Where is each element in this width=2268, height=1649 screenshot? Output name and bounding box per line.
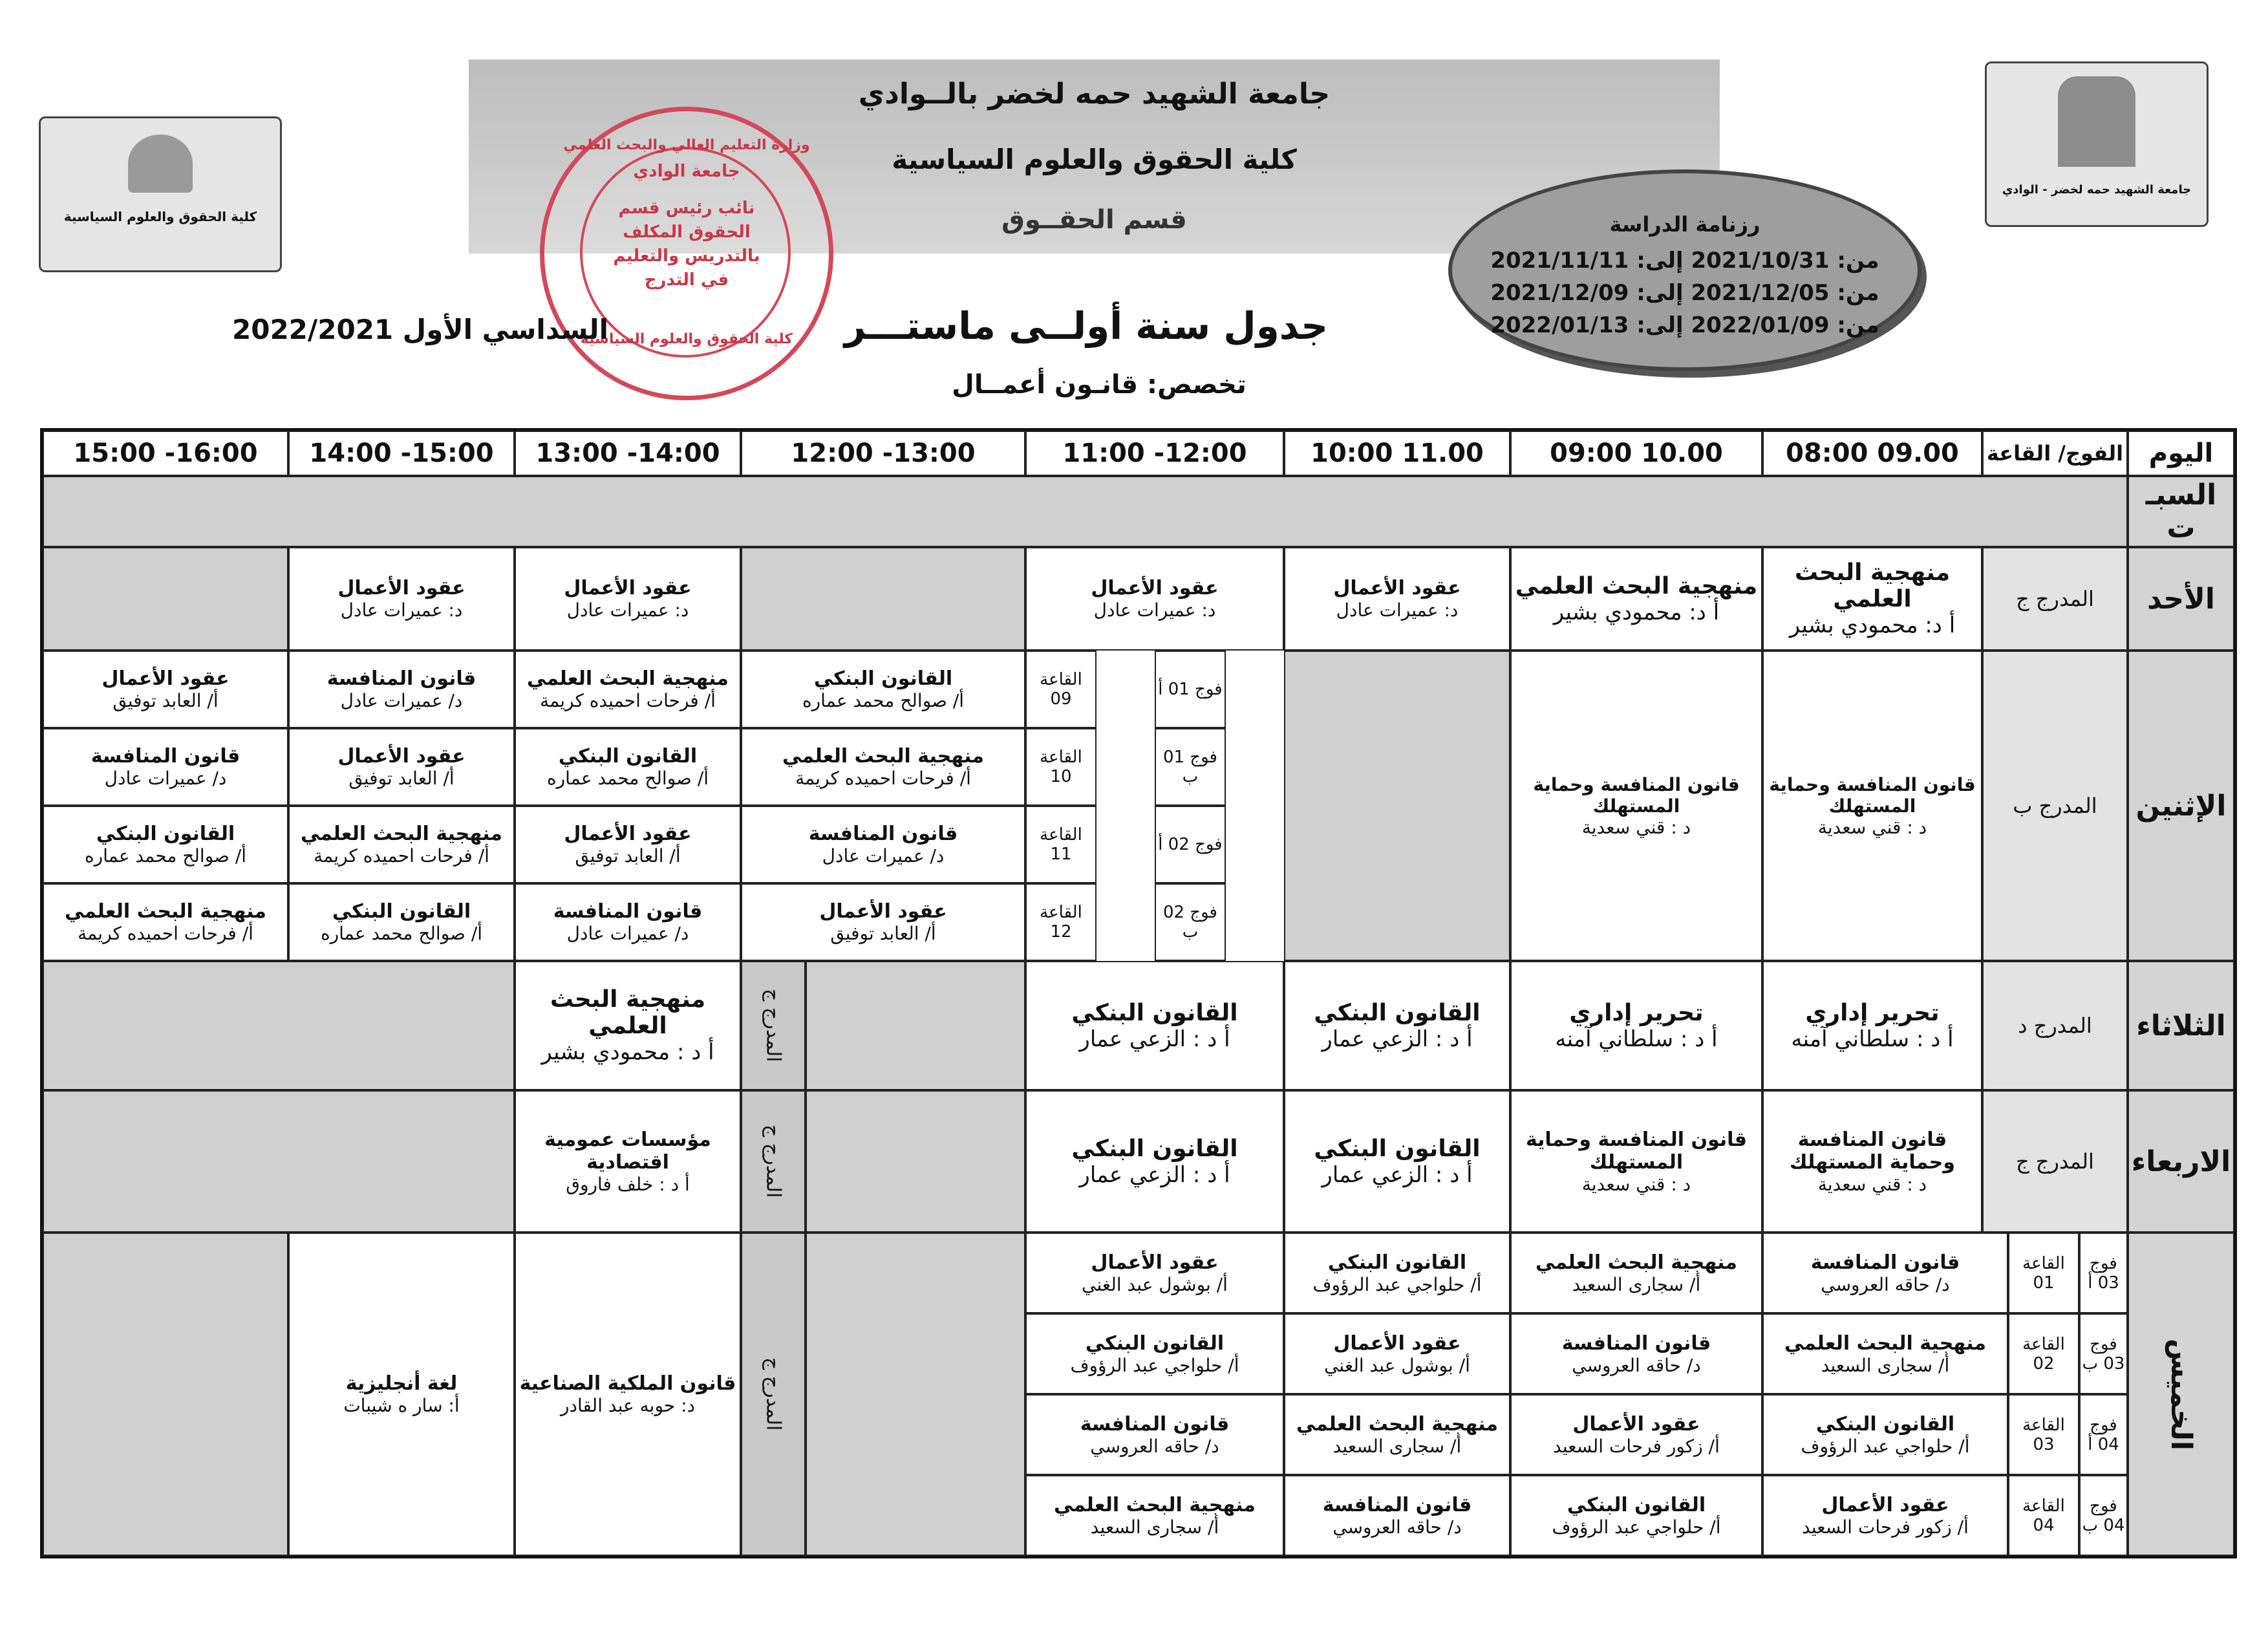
session-cell xyxy=(515,961,741,1090)
subject: قانون الملكية الصناعية xyxy=(519,1372,736,1395)
teacher: أ د: محمودي بشير xyxy=(1789,612,1956,638)
hall-cell: القاعة 11 xyxy=(1025,806,1097,883)
subject: القانون البنكي xyxy=(1071,999,1238,1026)
session-cell xyxy=(1284,1475,1510,1556)
session-cell xyxy=(1025,961,1284,1090)
teacher: أ/ فرحات احميده كريمة xyxy=(78,923,253,944)
session-cell xyxy=(1510,547,1762,651)
header-slot-8: 15:00 -16:00 xyxy=(43,431,288,476)
day-thursday: الخميس xyxy=(2128,1233,2234,1556)
subject: منهجية البحث العلمي xyxy=(1784,1331,1986,1355)
subject: القانون البنكي xyxy=(332,900,471,923)
subject: قانون المنافسة xyxy=(1322,1493,1472,1516)
subject: قانون المنافسة وحماية المستهلك xyxy=(1525,1128,1748,1174)
empty-cell xyxy=(806,1233,1025,1556)
session-cell xyxy=(515,806,741,883)
timetable xyxy=(40,428,2237,1558)
session-cell xyxy=(1284,1313,1510,1394)
official-stamp xyxy=(540,107,833,400)
teacher: د : قني سعدية xyxy=(1817,1173,1927,1195)
header-slot-1: 08:00 09.00 xyxy=(1762,431,1982,476)
session-cell xyxy=(1762,1475,2008,1556)
subject: قانون المنافسة xyxy=(1080,1412,1230,1436)
header-slot-2: 09:00 10.00 xyxy=(1510,431,1762,476)
teacher: أ د : الزعي عمار xyxy=(1079,1026,1230,1052)
subject: منهجية البحث العلمي xyxy=(1535,1251,1737,1274)
department-name: قسم الحقــوق xyxy=(1001,205,1187,235)
session-cell xyxy=(515,651,741,728)
subject: قانون المنافسة xyxy=(1561,1331,1711,1355)
teacher: أ/ صوالح محمد عماره xyxy=(320,923,483,944)
session-cell xyxy=(515,883,741,961)
empty-cell xyxy=(806,1090,1025,1233)
subject: تحرير إداري xyxy=(1569,999,1704,1026)
subject: القانون البنكي xyxy=(813,667,953,690)
session-cell xyxy=(515,728,741,806)
hall-cell: القاعة 12 xyxy=(1025,883,1097,961)
teacher: د: عميرات عادل xyxy=(1336,599,1459,621)
teacher: د/ حاقه العروسي xyxy=(1332,1516,1462,1538)
teacher: أ د : الزعي عمار xyxy=(1321,1026,1473,1052)
session-cell xyxy=(1762,651,1982,961)
session-cell xyxy=(1025,547,1284,651)
session-cell xyxy=(288,1233,515,1556)
empty-cell xyxy=(1284,651,1510,961)
session-cell xyxy=(1762,1313,2008,1394)
subject: عقود الأعمال xyxy=(1091,1251,1219,1274)
group-cell: فوج 03 ب xyxy=(2079,1313,2128,1394)
room-cell: المدرج ب xyxy=(1982,651,2128,961)
session-cell xyxy=(515,1090,741,1233)
empty-cell xyxy=(43,961,515,1090)
hall-cell: القاعة 04 xyxy=(2008,1475,2079,1556)
subject: قانون المنافسة xyxy=(326,667,476,690)
session-cell xyxy=(288,728,515,806)
university-logo xyxy=(1985,61,2209,227)
teacher: أ د : محمودي بشير xyxy=(541,1039,714,1065)
day-tuesday: الثلاثاء xyxy=(2128,961,2234,1090)
teacher: أ/ العابد توفيق xyxy=(575,845,681,867)
session-cell xyxy=(741,806,1025,883)
session-cell xyxy=(1025,1090,1284,1233)
session-cell xyxy=(1284,1233,1510,1313)
subject: القانون البنكي xyxy=(1815,1412,1955,1436)
subject: عقود الأعمال xyxy=(1333,1331,1461,1355)
semester: السداسي الأول 2022/2021 xyxy=(232,314,608,345)
group-cell: فوج 04 ب xyxy=(2079,1475,2128,1556)
group-cell: فوج 01 أ xyxy=(1155,651,1226,728)
hall-cell: القاعة 03 xyxy=(2008,1394,2079,1475)
header-slot-6: 13:00 -14:00 xyxy=(515,431,741,476)
teacher: أ/ العابد توفيق xyxy=(348,768,455,789)
session-cell xyxy=(1284,1090,1510,1233)
session-cell xyxy=(741,728,1025,806)
teacher: أ/ صوالح محمد عماره xyxy=(546,768,709,789)
header-slot-3: 10:00 11.00 xyxy=(1284,431,1510,476)
empty-cell xyxy=(43,547,288,651)
subject: القانون البنكي xyxy=(96,823,235,845)
teacher: أ/ حلواجي عبد الرؤوف xyxy=(1552,1516,1721,1538)
teacher: د: عميرات عادل xyxy=(340,599,463,621)
faculty-name: كلية الحقوق والعلوم السياسية xyxy=(892,144,1297,175)
day-saturday: السبـ ت xyxy=(2128,476,2234,547)
session-cell xyxy=(43,883,288,961)
teacher: أ/ سجارى السعيد xyxy=(1572,1273,1701,1295)
session-cell xyxy=(1284,961,1510,1090)
teacher: د/ عميرات عادل xyxy=(104,768,227,789)
day-wednesday: الاربعاء xyxy=(2128,1090,2234,1233)
room-cell: المدرج ج xyxy=(741,961,806,1090)
session-cell xyxy=(288,651,515,728)
teacher: أ د : سلطاني آمنه xyxy=(1555,1026,1718,1052)
session-cell xyxy=(288,547,515,651)
session-cell xyxy=(1510,1313,1762,1394)
session-cell xyxy=(515,1233,741,1556)
teacher: د/ حاقه العروسي xyxy=(1821,1273,1950,1295)
teacher: أ: سار ه شيبات xyxy=(343,1395,460,1416)
subject: القانون البنكي xyxy=(1327,1251,1467,1274)
session-cell xyxy=(1025,1394,1284,1475)
session-cell xyxy=(1510,1475,1762,1556)
teacher: د : قني سعدية xyxy=(1581,816,1691,838)
teacher: أ/ زكور فرحات السعيد xyxy=(1553,1435,1720,1457)
specialty: تخصص: قانـون أعمــال xyxy=(952,370,1246,400)
session-cell xyxy=(1510,1394,1762,1475)
faculty-logo xyxy=(39,116,282,272)
empty-cell xyxy=(806,961,1025,1090)
teacher: د/ عميرات عادل xyxy=(566,923,689,944)
building-icon xyxy=(2058,76,2135,167)
subject: منهجية البحث العلمي xyxy=(301,823,502,845)
subject: قانون المنافسة xyxy=(808,823,958,845)
university-name: جامعة الشهيد حمه لخضر بالــوادي xyxy=(858,78,1331,111)
scales-icon xyxy=(128,135,193,193)
stamp-line: كلية الحقوق والعلوم السياسية xyxy=(580,331,793,347)
header-slot-4: 11:00 -12:00 xyxy=(1025,431,1284,476)
header-slot-5: 12:00 -13:00 xyxy=(741,431,1025,476)
subject: عقود الأعمال xyxy=(1333,577,1461,599)
session-cell xyxy=(515,547,741,651)
teacher: أ/ حلواجي عبد الرؤوف xyxy=(1070,1354,1239,1376)
session-cell xyxy=(1762,547,1982,651)
session-cell xyxy=(1762,961,1982,1090)
subject: لغة أنجليزية xyxy=(345,1372,458,1395)
teacher: أ/ سجارى السعيد xyxy=(1332,1435,1462,1457)
subject: منهجية البحث العلمي xyxy=(1794,559,1951,612)
calendar-title: رزنامة الدراسة xyxy=(1609,212,1760,237)
session-cell xyxy=(1284,547,1510,651)
teacher: أ/ صوالح محمد عماره xyxy=(802,690,965,711)
session-cell xyxy=(288,883,515,961)
subject: قانون المنافسة xyxy=(91,745,241,768)
group-cell: فوج 03 أ xyxy=(2079,1233,2128,1313)
empty-cell xyxy=(741,547,1025,651)
session-cell xyxy=(1510,651,1762,961)
calendar-period: من: 2021/12/05 إلى: 2021/12/09 xyxy=(1490,280,1879,306)
day-sunday: الأحد xyxy=(2128,547,2234,651)
stamp-line: بالتدريس والتعليم xyxy=(613,246,760,266)
schedule-title: جدول سنة أولــى ماستـــر xyxy=(844,304,1329,348)
hall-cell: القاعة 01 xyxy=(2008,1233,2079,1313)
stamp-line: نائب رئيس قسم xyxy=(618,199,755,218)
teacher: أ/ سجارى السعيد xyxy=(1821,1354,1950,1376)
stamp-line: في التدرج xyxy=(644,270,729,290)
subject: منهجية البحث العلمي xyxy=(782,745,984,768)
subject: منهجية البحث العلمي xyxy=(1054,1493,1256,1516)
stamp-line: جامعة الوادي xyxy=(633,162,740,181)
teacher: أ/ العابد توفيق xyxy=(112,690,219,711)
teacher: أ د : خلف فاروق xyxy=(566,1173,690,1195)
subject: عقود الأعمال xyxy=(102,667,230,690)
teacher: أ/ فرحات احميده كريمة xyxy=(795,768,971,789)
teacher: أ د : الزعي عمار xyxy=(1079,1161,1230,1188)
session-cell xyxy=(741,651,1025,728)
subject: تحرير إداري xyxy=(1805,999,1940,1026)
session-cell xyxy=(1510,1233,1762,1313)
session-cell xyxy=(1762,1394,2008,1475)
room-cell: المدرج ج xyxy=(1982,547,2128,651)
subject: قانون المنافسة xyxy=(553,900,703,923)
session-cell xyxy=(43,651,288,728)
subject: عقود الأعمال xyxy=(564,577,692,599)
session-cell xyxy=(288,806,515,883)
day-monday: الإثنين xyxy=(2128,651,2234,961)
subject: منهجية البحث العلمي xyxy=(550,986,706,1039)
subject: مؤسسات عمومية اقتصادية xyxy=(544,1128,711,1174)
header-day: اليوم xyxy=(2128,431,2234,476)
teacher: د: عميرات عادل xyxy=(1093,599,1216,621)
teacher: د : قني سعدية xyxy=(1817,816,1927,838)
empty-cell xyxy=(43,476,2128,547)
session-cell xyxy=(1510,1090,1762,1233)
subject: القانون البنكي xyxy=(1314,999,1481,1026)
room-cell: المدرج ج xyxy=(1982,1090,2128,1233)
teacher: د/ عميرات عادل xyxy=(822,845,945,867)
hall-cell: القاعة 09 xyxy=(1025,651,1097,728)
subject: القانون البنكي xyxy=(1071,1135,1238,1162)
teacher: أ/ حلواجي عبد الرؤوف xyxy=(1312,1273,1482,1295)
header-group: الفوج/ القاعة xyxy=(1982,431,2128,476)
room-cell: المدرج ج xyxy=(741,1090,806,1233)
teacher: أ/ بوشول عبد الغني xyxy=(1082,1273,1228,1295)
teacher: أ/ حلواجي عبد الرؤوف xyxy=(1801,1435,1970,1457)
logo-left-text: كلية الحقوق والعلوم السياسية xyxy=(63,209,257,224)
teacher: أ د: محمودي بشير xyxy=(1553,599,1720,625)
session-cell xyxy=(741,883,1025,961)
subject: عقود الأعمال xyxy=(337,745,465,768)
teacher: أ د : الزعي عمار xyxy=(1321,1161,1473,1188)
room-cell: المدرج د xyxy=(1982,961,2128,1090)
hall-cell: القاعة 10 xyxy=(1025,728,1097,806)
session-cell xyxy=(1284,1394,1510,1475)
session-cell xyxy=(1762,1090,1982,1233)
logo-right-text: جامعة الشهيد حمه لخضر - الوادي xyxy=(2002,183,2192,197)
teacher: أ/ زكور فرحات السعيد xyxy=(1802,1516,1969,1538)
teacher: أ/ بوشول عبد الغني xyxy=(1324,1354,1470,1376)
subject: منهجية البحث العلمي xyxy=(527,667,729,690)
teacher: د/ عميرات عادل xyxy=(340,690,463,711)
session-cell xyxy=(1025,1475,1284,1556)
calendar-period: من: 2022/01/09 إلى: 2022/01/13 xyxy=(1490,312,1879,338)
session-cell xyxy=(1025,1313,1284,1394)
subject: عقود الأعمال xyxy=(819,900,947,923)
group-cell: فوج 04 أ xyxy=(2079,1394,2128,1475)
teacher: د : قني سعدية xyxy=(1581,1173,1691,1195)
room-cell: المدرج ج xyxy=(741,1233,806,1556)
teacher: أ/ سجارى السعيد xyxy=(1090,1516,1219,1538)
teacher: أ/ صوالح محمد عماره xyxy=(84,845,247,867)
teacher: أ د : سلطاني آمنه xyxy=(1791,1026,1954,1052)
subject: عقود الأعمال xyxy=(1821,1493,1949,1516)
session-cell xyxy=(43,728,288,806)
teacher: د/ حاقه العروسي xyxy=(1090,1435,1219,1457)
calendar-period: من: 2021/10/31 إلى: 2021/11/11 xyxy=(1490,248,1879,274)
subject: قانون المنافسة وحماية المستهلك xyxy=(1533,773,1740,817)
session-cell xyxy=(43,806,288,883)
subject: القانون البنكي xyxy=(1314,1135,1481,1162)
group-cell: فوج 01 ب xyxy=(1155,728,1226,806)
teacher: د: عميرات عادل xyxy=(566,599,689,621)
subject: عقود الأعمال xyxy=(337,577,465,599)
session-cell xyxy=(1510,961,1762,1090)
study-calendar xyxy=(1448,169,1921,371)
subject: قانون المنافسة وحماية المستهلك xyxy=(1769,773,1976,817)
header-slot-7: 14:00 -15:00 xyxy=(288,431,515,476)
subject: عقود الأعمال xyxy=(1572,1412,1700,1436)
subject: منهجية البحث العلمي xyxy=(1296,1412,1498,1436)
session-cell xyxy=(1762,1233,2008,1313)
subject: منهجية البحث العلمي xyxy=(1515,572,1758,599)
empty-cell xyxy=(43,1090,515,1233)
stamp-line: وزارة التعليم العالي والبحث العلمي xyxy=(563,137,810,153)
empty-cell xyxy=(43,1233,288,1556)
subject: عقود الأعمال xyxy=(564,823,692,845)
subject: قانون المنافسة وحماية المستهلك xyxy=(1790,1128,1955,1174)
teacher: أ/ فرحات احميده كريمة xyxy=(540,690,716,711)
subject: عقود الأعمال xyxy=(1091,577,1219,599)
group-cell: فوج 02 أ xyxy=(1155,806,1226,883)
teacher: أ/ فرحات احميده كريمة xyxy=(314,845,489,867)
subject: القانون البنكي xyxy=(1085,1331,1225,1355)
subject: قانون المنافسة xyxy=(1810,1251,1960,1274)
teacher: د: حوبه عبد القادر xyxy=(560,1395,696,1416)
stamp-line: الحقوق المكلف xyxy=(623,222,751,242)
session-cell xyxy=(1025,1233,1284,1313)
teacher: د/ حاقه العروسي xyxy=(1572,1354,1701,1376)
group-cell: فوج 02 ب xyxy=(1155,883,1226,961)
teacher: أ/ العابد توفيق xyxy=(830,923,936,944)
hall-cell: القاعة 02 xyxy=(2008,1313,2079,1394)
subject: القانون البنكي xyxy=(558,745,698,768)
subject: القانون البنكي xyxy=(1567,1493,1706,1516)
subject: منهجية البحث العلمي xyxy=(65,900,266,923)
